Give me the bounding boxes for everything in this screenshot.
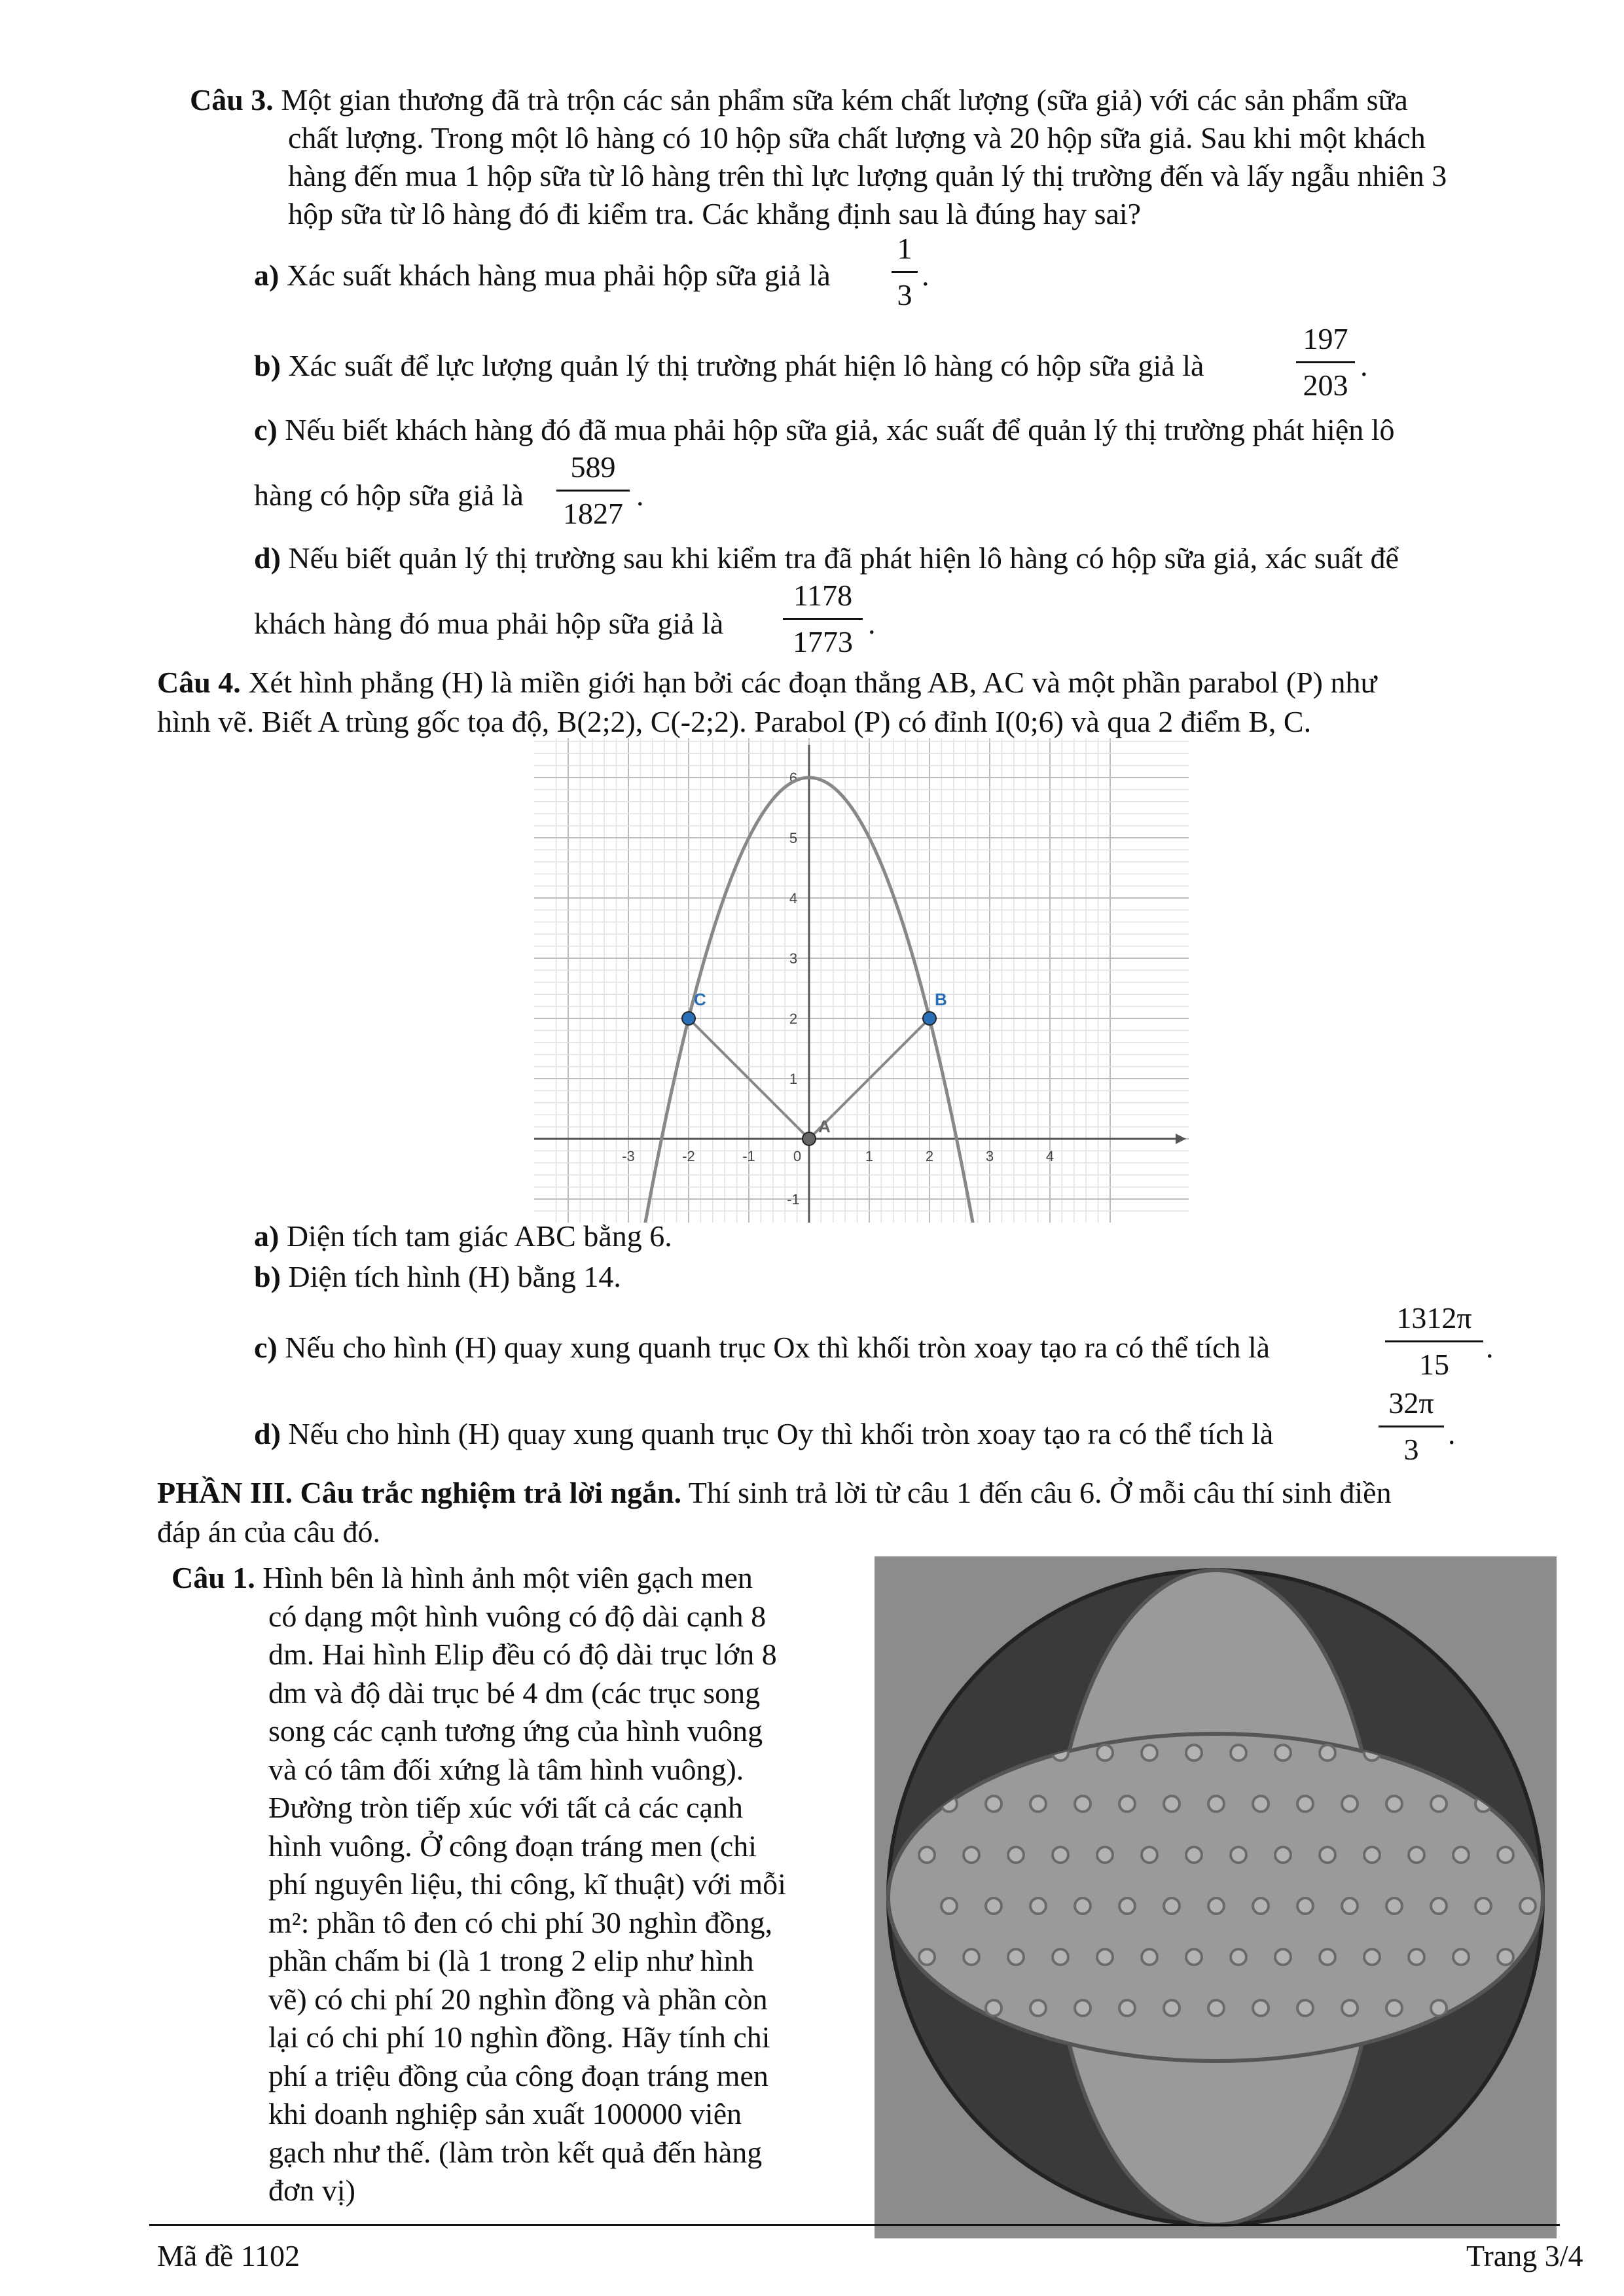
polka-dot [1053, 1847, 1068, 1863]
q3-d-text1: Nếu biết quản lý thị trường sau khi kiểm tra đã phát hiện lô hàng có hộp sữa giả, xác suất để [288, 541, 1399, 575]
polka-dot [1431, 2000, 1447, 2016]
q3-stem-2: chất lượng. Trong một lô hàng có 10 hộp sữa chất lượng và 20 hộp sữa giả. Sau khi một khách [288, 121, 1426, 154]
polka-dot [1342, 1898, 1358, 1914]
q4-option-c [254, 1327, 1270, 1368]
q3-option-c [254, 410, 1395, 450]
polka-dot [1186, 1949, 1202, 1965]
polka-dot [1119, 1796, 1135, 1812]
q4-d-period: . [1448, 1417, 1456, 1450]
q1-text-line: đơn vị) [268, 2174, 355, 2207]
q3-a-text: Xác suất khách hàng mua phải hộp sữa giả là [286, 259, 831, 292]
q4-c-period: . [1486, 1331, 1494, 1364]
polka-dot [1431, 1898, 1447, 1914]
q1-text-line: lại có chi phí 10 nghìn đồng. Hãy tính chi [268, 2020, 770, 2054]
q4-c-label: c) [254, 1331, 278, 1364]
fraction-bar [1379, 1426, 1444, 1427]
y-tick-label: 5 [789, 830, 798, 846]
q1-text-line: có dạng một hình vuông có độ dài cạnh 8 [268, 1599, 767, 1633]
polka-dot [1275, 1847, 1291, 1863]
q1-text-line: hình vuông. Ở công đoạn tráng men (chi [268, 1829, 757, 1863]
q1-text-line: song các cạnh tương ứng của hình vuông [268, 1714, 763, 1748]
polka-dot [1186, 1745, 1202, 1761]
polka-dot [1253, 2000, 1269, 2016]
polka-dot [1075, 1898, 1091, 1914]
polka-dot [1053, 1949, 1068, 1965]
polka-dot [941, 1898, 957, 1914]
q3-option-a [254, 255, 831, 296]
fraction-bar [892, 271, 918, 273]
polka-dot [1342, 2000, 1358, 2016]
polka-dot [1208, 1796, 1224, 1812]
q4-b-label: b) [254, 1260, 281, 1293]
point-b [923, 1012, 936, 1025]
polka-dot [1475, 1898, 1491, 1914]
q3-b-num: 197 [1303, 322, 1348, 355]
polka-dot [1364, 1847, 1380, 1863]
q4-option-a [254, 1216, 672, 1257]
q1-text-line: phần chấm bi (là 1 trong 2 elip như hình [268, 1944, 754, 1977]
fraction-bar [1296, 361, 1355, 363]
polka-dot [1119, 1898, 1135, 1914]
q4-c-text: Nếu cho hình (H) quay xung quanh trục Ox thì khối tròn xoay tạo ra có thể tích là [285, 1331, 1271, 1364]
polka-dot [1075, 2000, 1091, 2016]
polka-dot [1253, 1898, 1269, 1914]
q3-line-1 [190, 80, 1408, 120]
q4-b-text: Diện tích hình (H) bằng 14. [288, 1260, 621, 1293]
polka-dot [1520, 1898, 1536, 1914]
point-label-b: B [935, 990, 947, 1009]
q3-b-period: . [1360, 349, 1368, 382]
q4-c-num: 1312π [1396, 1301, 1472, 1335]
q1-label: Câu 1. [171, 1561, 255, 1594]
x-tick-label: 1 [865, 1148, 874, 1164]
polka-dot [1431, 1796, 1447, 1812]
q3-c-period: . [636, 478, 644, 512]
polka-dot [1386, 2000, 1402, 2016]
polka-dot [1320, 1949, 1335, 1965]
q3-b-fraction [1296, 319, 1355, 405]
polka-dot [1164, 2000, 1180, 2016]
polka-dot [1453, 1949, 1469, 1965]
polka-dot [1409, 1847, 1424, 1863]
polka-dot [1275, 1745, 1291, 1761]
polka-dot [1008, 1847, 1024, 1863]
ceramic-tile-image [875, 1556, 1557, 2238]
q3-b-text: Xác suất để lực lượng quản lý thị trường phát hiện lô hàng có hộp sữa giả là [288, 349, 1204, 382]
q3-c-text1: Nếu biết khách hàng đó đã mua phải hộp sữa giả, xác suất để quản lý thị trường phát hiện lô [285, 413, 1395, 446]
q4-option-d [254, 1414, 1273, 1454]
polka-dot [1275, 1949, 1291, 1965]
q3-a-label: a) [254, 259, 280, 292]
q3-c-text2: hàng có hộp sữa giả là [254, 478, 524, 512]
polka-dot [986, 1898, 1001, 1914]
q3-c-num: 589 [570, 450, 616, 484]
y-tick-label: -1 [787, 1191, 800, 1208]
polka-dot [1208, 2000, 1224, 2016]
x-tick-label: 3 [985, 1148, 994, 1164]
y-tick-label: 3 [789, 950, 798, 967]
polka-dot [1030, 1796, 1046, 1812]
polka-dot [1164, 1898, 1180, 1914]
polka-dot [1097, 1949, 1113, 1965]
polka-dot [1498, 1847, 1513, 1863]
q1-text-line: phí a triệu đồng của công đoạn tráng men [268, 2058, 768, 2092]
part3-line-1 [157, 1473, 1392, 1513]
q3-b-den: 203 [1303, 368, 1348, 402]
polka-dot [1164, 1796, 1180, 1812]
q1-text-1: Hình bên là hình ảnh một viên gạch men [262, 1561, 753, 1594]
polka-dot [1409, 1949, 1424, 1965]
y-tick-label: 2 [789, 1011, 798, 1027]
polka-dot [1231, 1847, 1246, 1863]
q1-line-1 [171, 1558, 753, 1598]
q3-c-fraction [556, 448, 630, 533]
polka-dot [1498, 1949, 1513, 1965]
q3-option-b [254, 346, 1204, 386]
polka-dot [919, 1847, 935, 1863]
polka-dot [1297, 1796, 1313, 1812]
q3-a-fraction [892, 229, 918, 315]
q1-text-line: m²: phần tô đen có chi phí 30 nghìn đồng, [268, 1905, 773, 1939]
part3-instr-2: đáp án của câu đó. [157, 1515, 381, 1549]
q3-d-fraction [783, 576, 863, 662]
q1-text-line: vẽ) có chi phí 20 nghìn đồng và phần còn [268, 1982, 768, 2016]
q4-d-den: 3 [1403, 1433, 1419, 1466]
polka-dot [1075, 1796, 1091, 1812]
q1-text-line: phí nguyên liệu, thi công, kĩ thuật) với mỗi [268, 1867, 786, 1901]
q3-a-num: 1 [897, 232, 912, 265]
part3-instr-1: Thí sinh trả lời từ câu 1 đến câu 6. Ở mỗi câu thí sinh điền [688, 1476, 1392, 1509]
q3-d-label: d) [254, 541, 281, 575]
fraction-bar [783, 618, 863, 620]
polka-dot [1297, 1898, 1313, 1914]
q1-text-line: Đường tròn tiếp xúc với tất cả các cạnh [268, 1791, 743, 1824]
polka-dot [1364, 1949, 1380, 1965]
q4-c-den: 15 [1419, 1348, 1449, 1381]
polka-dot [964, 1949, 979, 1965]
polka-dot [986, 2000, 1001, 2016]
polka-dot [1030, 1898, 1046, 1914]
q1-text-line: khi doanh nghiệp sản xuất 100000 viên [268, 2097, 742, 2130]
footer-divider [149, 2224, 1560, 2226]
polka-dot [1008, 1949, 1024, 1965]
q3-c-den: 1827 [563, 497, 623, 530]
q4-a-label: a) [254, 1219, 280, 1253]
q4-d-fraction [1379, 1384, 1444, 1469]
y-tick-label: 4 [789, 890, 798, 906]
y-tick-label: 6 [789, 770, 798, 786]
q1-text-line: gạch như thế. (làm tròn kết quả đến hàng [268, 2135, 763, 2169]
q1-text-line: dm. Hai hình Elip đều có độ dài trục lớn 8 [268, 1638, 777, 1671]
q3-option-d [254, 538, 1399, 579]
polka-dot [1342, 1796, 1358, 1812]
polka-dot [1097, 1745, 1113, 1761]
q3-b-label: b) [254, 349, 281, 382]
q4-stem-2: hình vẽ. Biết A trùng gốc tọa độ, B(2;2), C(-2;2). Parabol (P) có đỉnh I(0;6) và qua 2 điểm B, C. [157, 705, 1312, 738]
point-a [803, 1132, 816, 1145]
q3-stem-1: Một gian thương đã trà trộn các sản phẩm sữa kém chất lượng (sữa giả) với các sản phẩm sữa [281, 83, 1408, 117]
polka-dot [1142, 1847, 1157, 1863]
fraction-bar [1385, 1340, 1483, 1342]
polka-dot [1119, 2000, 1135, 2016]
q3-stem-4: hộp sữa từ lô hàng đó đi kiểm tra. Các khẳng định sau là đúng hay sai? [288, 197, 1142, 230]
polka-dot [1453, 1847, 1469, 1863]
q3-a-den: 3 [897, 278, 912, 312]
polka-dot [986, 1796, 1001, 1812]
q4-d-num: 32π [1388, 1386, 1434, 1420]
q4-stem-1: Xét hình phẳng (H) là miền giới hạn bởi các đoạn thẳng AB, AC và một phần parabol (P) như [248, 666, 1377, 699]
polka-dot [1320, 1847, 1335, 1863]
q3-d-text2: khách hàng đó mua phải hộp sữa giả là [254, 607, 724, 640]
q4-line-1 [157, 662, 1377, 703]
q1-text-line: dm và độ dài trục bé 4 dm (các trục song [268, 1676, 761, 1710]
x-tick-label: 0 [793, 1148, 802, 1164]
q3-stem-3: hàng đến mua 1 hộp sữa từ lô hàng trên thì lực lượng quản lý thị trường đến và lấy ngẫu nhiên 3 [288, 159, 1447, 192]
part3-heading: PHẦN III. Câu trắc nghiệm trả lời ngắn. [157, 1476, 682, 1509]
x-tick-label: 4 [1045, 1148, 1055, 1164]
polka-dot [1297, 2000, 1313, 2016]
fraction-bar [556, 490, 630, 492]
q4-label: Câu 4. [157, 666, 241, 699]
polka-dot [919, 1949, 935, 1965]
y-tick-label: 1 [789, 1071, 798, 1087]
q4-d-label: d) [254, 1417, 281, 1450]
q4-a-text: Diện tích tam giác ABC bằng 6. [286, 1219, 672, 1253]
x-tick-label: -1 [742, 1148, 755, 1164]
polka-dot [1097, 1847, 1113, 1863]
q3-d-period: . [868, 607, 876, 640]
x-axis-arrow [1176, 1134, 1186, 1144]
polka-dot [1208, 1898, 1224, 1914]
polka-dot [1253, 1796, 1269, 1812]
polka-dot [1231, 1949, 1246, 1965]
x-tick-label: -2 [682, 1148, 695, 1164]
q4-c-fraction [1385, 1299, 1483, 1384]
polka-dot [1231, 1745, 1246, 1761]
q1-text-line: và có tâm đối xứng là tâm hình vuông). [268, 1752, 744, 1786]
x-tick-label: -3 [622, 1148, 635, 1164]
polka-dot [1142, 1745, 1157, 1761]
footer-page-number: Trang 3/4 [1466, 2239, 1583, 2272]
footer-exam-code: Mã đề 1102 [157, 2239, 300, 2272]
point-label-a: A [818, 1117, 831, 1136]
polka-dot [1142, 1949, 1157, 1965]
q3-c-label: c) [254, 413, 278, 446]
polka-dot [1320, 1745, 1335, 1761]
polka-dot [1386, 1898, 1402, 1914]
graph-points [682, 990, 947, 1145]
x-tick-label: 2 [925, 1148, 934, 1164]
point-label-c: C [694, 990, 706, 1009]
polka-dot [1386, 1796, 1402, 1812]
q3-d-den: 1773 [793, 625, 853, 658]
q3-a-period: . [922, 259, 929, 292]
point-c [682, 1012, 695, 1025]
q3-d-num: 1178 [793, 579, 853, 612]
polka-dot [964, 1847, 979, 1863]
polka-dot [1186, 1847, 1202, 1863]
q4-option-b [254, 1257, 621, 1297]
q4-d-text: Nếu cho hình (H) quay xung quanh trục Oy thì khối tròn xoay tạo ra có thể tích là [288, 1417, 1274, 1450]
polka-dot [1030, 2000, 1046, 2016]
parabola-graph [534, 738, 1189, 1223]
q3-label: Câu 3. [190, 83, 274, 117]
